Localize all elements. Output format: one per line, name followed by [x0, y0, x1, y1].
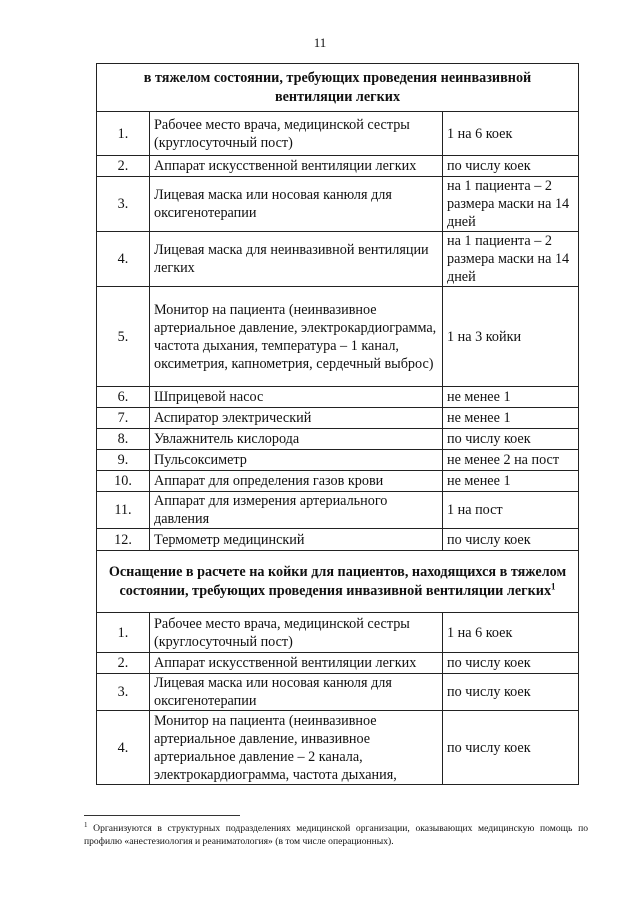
- row-number: 11.: [97, 492, 150, 529]
- row-number: 8.: [97, 429, 150, 450]
- row-number: 12.: [97, 529, 150, 551]
- equipment-quantity: не менее 1: [443, 408, 579, 429]
- equipment-quantity: на 1 пациента – 2 размера маски на 14 дней: [443, 177, 579, 232]
- equipment-quantity: 1 на 3 койки: [443, 287, 579, 387]
- footnote-separator: [84, 815, 240, 816]
- row-number: 5.: [97, 287, 150, 387]
- equipment-quantity: 1 на пост: [443, 492, 579, 529]
- equipment-name: Аппарат искусственной вентиляции легких: [150, 156, 443, 177]
- row-number: 2.: [97, 156, 150, 177]
- section-header: [97, 64, 579, 112]
- row-number: 4.: [97, 232, 150, 287]
- equipment-quantity: 1 на 6 коек: [443, 613, 579, 653]
- equipment-name: Аппарат для измерения артериального давления: [150, 492, 443, 529]
- equipment-quantity: не менее 1: [443, 387, 579, 408]
- section-title-cell: [97, 551, 579, 613]
- table-row: [97, 471, 579, 492]
- table-row: [97, 177, 579, 232]
- table-row: [97, 450, 579, 471]
- equipment-quantity: 1 на 6 коек: [443, 112, 579, 156]
- row-number: 9.: [97, 450, 150, 471]
- table-row: [97, 613, 579, 653]
- equipment-quantity: не менее 1: [443, 471, 579, 492]
- equipment-name: Лицевая маска или носовая канюля для оксигенотерапии: [150, 177, 443, 232]
- equipment-name: Монитор на пациента (неинвазивное артериальное давление, электрокардиограмма, частота дыхания, температура – 1 канал, оксиметрия, капнометрия, сердечный выброс): [150, 287, 443, 387]
- equipment-name: Аппарат для определения газов крови: [150, 471, 443, 492]
- table-row: [97, 674, 579, 711]
- equipment-quantity: по числу коек: [443, 653, 579, 674]
- equipment-name: Рабочее место врача, медицинской сестры (круглосуточный пост): [150, 613, 443, 653]
- footnote-text: Организуются в структурных подразделениях медицинской организации, оказывающих медицинскую помощь по профилю «анестезиология и реаниматология» (в том числе операционных).: [84, 823, 588, 847]
- section-header: [97, 551, 579, 613]
- equipment-name: Увлажнитель кислорода: [150, 429, 443, 450]
- equipment-name: Лицевая маска или носовая канюля для оксигенотерапии: [150, 674, 443, 711]
- row-number: 1.: [97, 613, 150, 653]
- equipment-name: Пульсоксиметр: [150, 450, 443, 471]
- row-number: 10.: [97, 471, 150, 492]
- table-row: [97, 387, 579, 408]
- equipment-name: Термометр медицинский: [150, 529, 443, 551]
- page-number: 11: [313, 35, 327, 50]
- row-number: 7.: [97, 408, 150, 429]
- equipment-name: Шприцевой насос: [150, 387, 443, 408]
- equipment-quantity: по числу коек: [443, 156, 579, 177]
- table-row: [97, 653, 579, 674]
- table-row: [97, 232, 579, 287]
- table-row: [97, 429, 579, 450]
- footnote: [84, 822, 588, 848]
- table-row: [97, 287, 579, 387]
- equipment-quantity: на 1 пациента – 2 размера маски на 14 дней: [443, 232, 579, 287]
- section-title-cell: [97, 64, 579, 112]
- equipment-quantity: по числу коек: [443, 529, 579, 551]
- row-number: 3.: [97, 674, 150, 711]
- equipment-quantity: по числу коек: [443, 711, 579, 785]
- table-row: [97, 529, 579, 551]
- equipment-name: Монитор на пациента (неинвазивное артериальное давление, инвазивное артериальное давление – 2 канала, электрокардиограмма, частота дыхания,: [150, 711, 443, 785]
- equipment-quantity: не менее 2 на пост: [443, 450, 579, 471]
- equipment-name: Рабочее место врача, медицинской сестры (круглосуточный пост): [150, 112, 443, 156]
- equipment-quantity: по числу коек: [443, 674, 579, 711]
- table-row: [97, 408, 579, 429]
- row-number: 6.: [97, 387, 150, 408]
- table-row: [97, 112, 579, 156]
- equipment-quantity: по числу коек: [443, 429, 579, 450]
- equipment-name: Аспиратор электрический: [150, 408, 443, 429]
- table-row: [97, 492, 579, 529]
- equipment-name: Аппарат искусственной вентиляции легких: [150, 653, 443, 674]
- row-number: 2.: [97, 653, 150, 674]
- table-row: [97, 156, 579, 177]
- footnote-mark: 1: [84, 820, 88, 829]
- equipment-name: Лицевая маска для неинвазивной вентиляции легких: [150, 232, 443, 287]
- row-number: 4.: [97, 711, 150, 785]
- footnote-reference: 1: [551, 580, 556, 591]
- row-number: 3.: [97, 177, 150, 232]
- section-title: в тяжелом состоянии, требующих проведения неинвазивной вентиляции легких: [143, 70, 532, 105]
- equipment-table: [96, 63, 579, 785]
- table-row: [97, 711, 579, 785]
- row-number: 1.: [97, 112, 150, 156]
- section-title: Оснащение в расчете на койки для пациентов, находящихся в тяжелом состоянии, требующих проведения инвазивной вентиляции легких: [108, 564, 567, 599]
